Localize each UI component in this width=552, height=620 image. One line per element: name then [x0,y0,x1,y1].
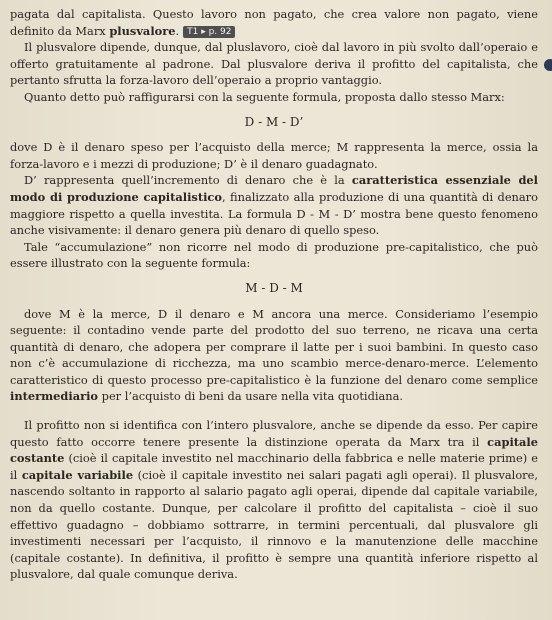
term-plusvalore: plusvalore [109,23,176,38]
paragraph-text: (cioè il capitale investito nel macchinario della fabbrica e nelle materie prime) e il [10,451,538,482]
paragraph-text: Il profitto non si identifica con l’intero plusvalore, anche se dipende da esso. Per capire questo fatto occorre tenere presente la distinzione operata da Marx tra il [10,418,538,449]
paragraph-text: , finalizzato alla produzione di una quantità di denaro maggiore rispetto a quella investita. La formula D - M - D’ mostra bene questo fenomeno anche visivamente: il denaro genera più denaro di quello speso. [10,189,538,238]
term-intermediario: intermediario [10,389,99,404]
paragraph-increment [10,172,538,238]
paragraph-formula-explanation: dove D è il denaro speso per l’acquisto della merce; M rappresenta la merce, ossia la forza-lavoro e i mezzi di produzione; D’ è il denaro guadagnato. [10,140,538,171]
formula-pre-capitalist: M - D - M [245,280,303,295]
cross-reference-badge[interactable]: T1 ▸ p. 92 [183,26,235,38]
paragraph-text: per l’acquisto di beni da usare nella vita quotidiana. [98,389,404,404]
term-capitale-costante: capitale costante [10,434,538,466]
formula-capitalist: D - M - D’ [244,114,304,129]
paragraph-pluslavoro: Il plusvalore dipende, dunque, dal pluslavoro, cioè dal lavoro in più svolto dall’operaio e offerto gratuitamente al padrone. Dal plusvalore deriva il profitto del capitalista, che pertanto sfrutta la forza-lavoro dell’operaio a proprio vantaggio. [10,40,538,88]
term-capitale-variabile: capitale variabile [21,467,134,482]
paragraph-profitto [10,417,538,583]
paragraph-text: dove M è la merce, D il denaro e M ancora una merce. Consideriamo l’esempio seguente: il contadino vende parte del prodotto del suo terreno, ne ricava una certa quantità di denaro, che adopera per comprare il latte per i suoi bambini. In questo caso non c’è accumulazione di ricchezza, ma uno scambio merce-denaro-merce. L’elemento caratteristico di questo processo pre-capitalistico è la funzione del denaro come semplice [10,306,538,387]
paragraph-plusvalore-definition [10,6,538,39]
page-edge-marker [544,59,552,71]
paragraph-gap [10,405,538,417]
paragraph-accumulazione: Tale “accumulazione” non ricorre nel modo di produzione pre-capitalistico, che può essere illustrato con la seguente formula: [10,239,538,271]
paragraph-text: pagata dal capitalista. Questo lavoro non pagato, che crea valore non pagato, viene definito da Marx [10,7,538,38]
paragraph-text: D’ rappresenta quell’incremento di denaro che è la [24,173,352,188]
paragraph-formula-intro: Quanto detto può raffigurarsi con la seguente formula, proposta dallo stesso Marx: [24,89,505,104]
paragraph-contadino-example [10,306,538,406]
term-caratteristica-essenziale: caratteristica essenziale del modo di produzione capitalistico [10,173,539,204]
paragraph-text: (cioè il capitale investito nei salari pagati agli operai). Il plusvalore, nascendo soltanto in rapporto al salario pagato agli operai, dipende dal capitale variabile, non da quello costante. Dunque, per calcolare il profitto del capitalista – cioè il suo effettivo guadagno – dobbiamo sottrarre, in termini percentuali, dal plusvalore gli investimenti necessari per l’acquisto, il rinnovo e la manutenzione delle macchine (capitale costante). In definitiva, il profitto è sempre una quantità inferiore rispetto al plusvalore, dal quale comunque deriva. [10,467,538,582]
punctuation: . [175,23,180,38]
